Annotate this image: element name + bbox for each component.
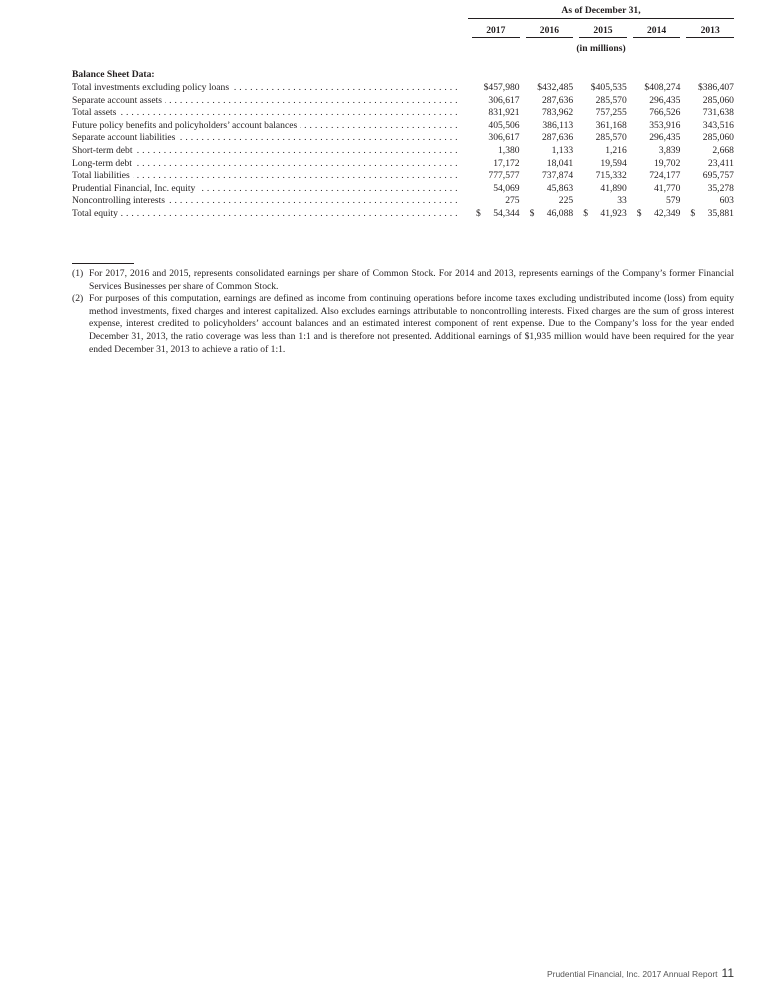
row-label-text: Noncontrolling interests: [72, 195, 168, 206]
currency-symbol: $: [476, 207, 481, 219]
cell-value: 343,516: [702, 119, 734, 131]
cell-value: 33: [617, 195, 627, 207]
currency-symbol: $: [690, 207, 696, 219]
year-header: 2013: [686, 25, 734, 38]
cell-value: $386,407: [697, 82, 734, 93]
cell-value: 715,332: [595, 170, 627, 182]
year-header: 2017: [472, 25, 520, 38]
row-label-text: Total equity: [72, 208, 121, 219]
cell-value: 831,921: [488, 107, 520, 119]
cell-value: [627, 208, 681, 221]
cell-value: 285,060: [702, 132, 734, 144]
cell-value: 19,594: [600, 157, 627, 169]
table-row: [72, 170, 734, 183]
cell-value: 17,172: [493, 157, 520, 169]
footnote-number: (1): [72, 268, 84, 279]
cell-value: [573, 208, 627, 221]
footnote: [72, 293, 734, 356]
cell-value: 737,874: [542, 170, 574, 182]
cell-value: $405,535: [590, 82, 627, 93]
unit-label: (in millions): [576, 43, 626, 54]
cell-value: 731,638: [702, 107, 734, 119]
cell-value: 35,278: [707, 182, 734, 194]
row-label: [72, 208, 466, 221]
table-body: [72, 82, 734, 221]
cell-value: [466, 208, 520, 221]
table-row: [72, 132, 734, 145]
cell-value: 386,113: [542, 119, 574, 131]
cell-value: 1,380: [498, 144, 520, 156]
row-label-text: Separate account liabilities: [72, 132, 178, 143]
cell-value: 18,041: [546, 157, 574, 169]
row-label: [72, 95, 466, 108]
cell-value: 783,962: [542, 107, 574, 119]
cell-value: 2,668: [712, 144, 734, 156]
cell-value: 361,168: [595, 119, 627, 131]
cell-value: 285,570: [595, 132, 627, 144]
cell-value: 1,216: [605, 144, 627, 156]
footnotes: [72, 268, 734, 356]
cell-value: 54,069: [493, 182, 520, 194]
row-label-text: Short-term debt: [72, 145, 135, 156]
row-label-text: Long-term debt: [72, 158, 135, 169]
cell-value: 306,617: [488, 132, 520, 144]
page-number: 11: [721, 966, 734, 980]
table-row: [72, 195, 734, 208]
currency-symbol: $: [529, 207, 535, 219]
table-row: [72, 183, 734, 196]
table-row: [72, 120, 734, 133]
year-headers: [72, 25, 734, 38]
table-row: [72, 208, 734, 221]
currency-symbol: $: [583, 207, 588, 219]
cell-value: 287,636: [542, 94, 574, 106]
cell-number: 41,923: [600, 207, 627, 219]
row-label-text: Total assets: [72, 107, 119, 118]
footnote-divider: [72, 263, 134, 264]
cell-value: 45,863: [546, 182, 574, 194]
cell-number: 54,344: [493, 207, 520, 219]
currency-symbol: $: [636, 207, 642, 219]
cell-value: 285,570: [595, 94, 627, 106]
row-label: [72, 120, 466, 133]
cell-value: $457,980: [483, 82, 520, 93]
cell-value: 23,411: [707, 157, 734, 169]
cell-number: 46,088: [546, 207, 574, 219]
cell-value: 724,177: [649, 170, 681, 182]
cell-value: 757,255: [595, 107, 627, 119]
year-header: 2016: [526, 25, 574, 38]
cell-value: 306,617: [488, 94, 520, 106]
page-footer: [547, 966, 734, 980]
row-label-text: Total investments excluding policy loans: [72, 82, 232, 93]
footnote-text: For purposes of this computation, earnings are defined as income from continuing operations before income taxes excluding undistributed income (loss) from equity method investments, fixed charges and interest capitalized. Also excludes earnings attributable to noncontrolling interests. Fixed charges are the sum of gross interest expense, interest credited to policyholders’ account balances and an estimated interest component of rent expense. Due to the Company’s loss for the year ended December 31, 2013, the ratio coverage was less than 1:1 and is therefore not presented. Additional earnings of $1,935 million would have been required for the year ended December 31, 2013 to achieve a ratio of 1:1.: [89, 293, 734, 355]
row-label: [72, 132, 466, 145]
table-row: [72, 107, 734, 120]
cell-value: $432,485: [537, 82, 574, 93]
row-label-text: Separate account assets: [72, 95, 165, 106]
row-label: [72, 158, 466, 171]
footnote-text: For 2017, 2016 and 2015, represents consolidated earnings per share of Common Stock. For 2014 and 2013, represents earnings of the Company’s former Financial Services Businesses per share of Common Stock.: [89, 268, 734, 292]
cell-number: 35,881: [707, 207, 734, 219]
cell-value: 766,526: [649, 107, 681, 119]
row-label: [72, 107, 466, 120]
cell-value: 405,506: [488, 119, 520, 131]
table-row: [72, 145, 734, 158]
cell-value: 275: [505, 195, 520, 207]
cell-value: 695,757: [702, 170, 734, 182]
cell-value: 41,890: [600, 182, 627, 194]
row-label-text: Total liabilities: [72, 170, 133, 181]
row-label-text: Future policy benefits and policyholders’ account balances: [72, 120, 300, 131]
cell-value: $408,274: [644, 82, 681, 93]
cell-value: 603: [719, 195, 734, 207]
footer-text: Prudential Financial, Inc. 2017 Annual Report: [546, 969, 718, 979]
cell-value: 296,435: [649, 132, 681, 144]
cell-value: 1,133: [551, 144, 574, 156]
cell-value: 285,060: [702, 94, 734, 106]
table-row: [72, 82, 734, 95]
cell-number: 42,349: [653, 207, 681, 219]
cell-value: 41,770: [653, 182, 681, 194]
year-header: 2014: [633, 25, 681, 38]
row-label: [72, 145, 466, 158]
row-label: [72, 195, 466, 208]
cell-value: 777,577: [488, 170, 520, 182]
row-label-text: Prudential Financial, Inc. equity: [72, 183, 198, 194]
row-label: [72, 82, 466, 95]
cell-value: 225: [558, 195, 574, 207]
footnote: [72, 268, 734, 293]
row-label: [72, 183, 466, 196]
table-row: [72, 158, 734, 171]
section-heading: Balance Sheet Data:: [72, 69, 155, 80]
table-row: [72, 95, 734, 108]
cell-value: [680, 208, 734, 221]
cell-value: 19,702: [653, 157, 681, 169]
cell-value: [520, 208, 574, 221]
cell-value: 296,435: [649, 94, 681, 106]
row-label: [72, 170, 466, 183]
table-header: As of December 31,: [468, 5, 734, 19]
footnote-number: (2): [72, 293, 84, 305]
cell-value: 353,916: [649, 119, 681, 131]
year-header: 2015: [579, 25, 627, 38]
cell-value: 3,839: [658, 144, 681, 156]
cell-value: 579: [665, 195, 681, 207]
cell-value: 287,636: [542, 132, 574, 144]
